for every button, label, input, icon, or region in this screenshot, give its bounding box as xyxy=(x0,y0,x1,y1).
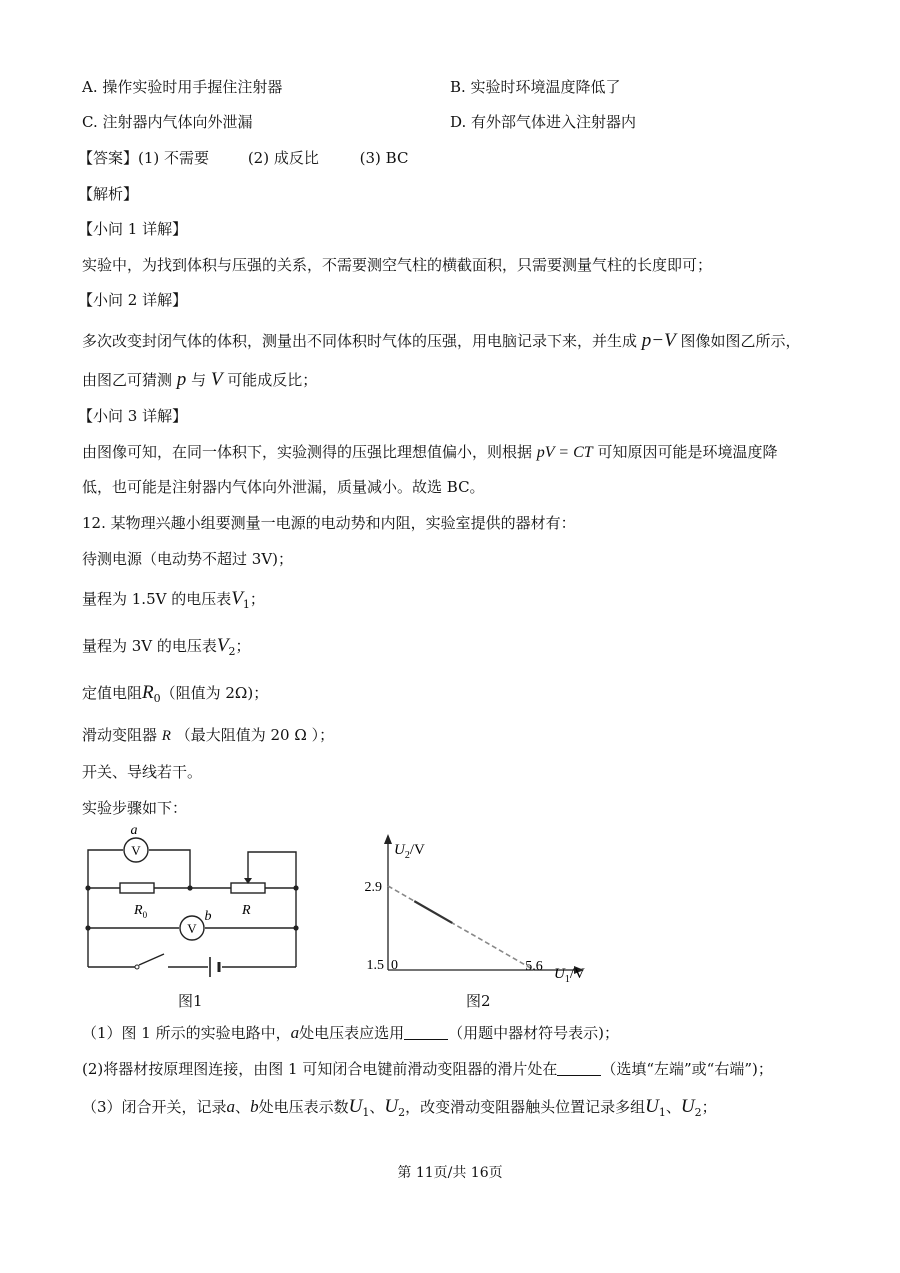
fig2-caption: 图2 xyxy=(466,992,491,1010)
r0-label: $R_0$ xyxy=(134,903,148,920)
label-a: a xyxy=(130,823,138,838)
subq3-sym-a: a xyxy=(226,1097,236,1116)
u1-symbol-2: U xyxy=(645,1096,659,1117)
x-axis-label: $U_1/V$ xyxy=(554,966,585,985)
q2-line2-c: 可能成反比； xyxy=(227,371,318,389)
q2-text-a: 多次改变封闭气体的体积，测量出不同体积时气体的压强，用电脑记录下来，并生成 xyxy=(82,332,638,350)
r0-sub: 0 xyxy=(153,692,161,705)
subq1-a: （1）图 1 所示的实验电路中， xyxy=(82,1024,291,1042)
steps-title: 实验步骤如下： xyxy=(82,799,188,817)
subq3-d: 、 xyxy=(369,1098,385,1116)
answer-blank-2[interactable] xyxy=(557,1060,601,1076)
q3-title: 【小问 3 详解】 xyxy=(78,407,188,425)
q2-title: 【小问 2 详解】 xyxy=(78,291,188,309)
answer-part2: (2) 成反比 xyxy=(247,149,319,167)
subq3-b: 、 xyxy=(235,1098,251,1116)
q3-text-line1 xyxy=(82,442,777,463)
answer-part1: 【答案】(1) 不需要 xyxy=(78,149,210,167)
subq-1 xyxy=(82,1023,619,1043)
q1-title: 【小问 1 详解】 xyxy=(78,220,188,238)
u2-symbol: U xyxy=(384,1096,399,1117)
option-c: C. 注射器内气体向外泄漏 xyxy=(82,113,253,131)
subq3-e: ，改变滑动变阻器触头位置记录多组 xyxy=(405,1098,646,1116)
v2-text: 量程为 3V 的电压表 xyxy=(82,637,217,655)
y-tick-top: 2.9 xyxy=(364,880,382,895)
subq1-b: 处电压表应选用 xyxy=(299,1024,405,1042)
voltmeter-a-label: V xyxy=(131,843,141,858)
subq-2 xyxy=(82,1059,773,1079)
q3-text-line2: 低，也可能是注射器内气体向外泄漏，质量减小。故选 BC。 xyxy=(82,478,485,496)
pv-symbol: p−V xyxy=(641,330,676,351)
r-symbol: R xyxy=(161,728,171,744)
p-symbol: p xyxy=(176,369,187,390)
subq3-a: （3）闭合开关，记录 xyxy=(82,1098,227,1116)
x-tick-end: 5.6 xyxy=(525,959,543,974)
v1-end: ； xyxy=(249,590,265,608)
option-d: D. 有外部气体进入注射器内 xyxy=(450,113,637,131)
problem-12-stem: 12. 某物理兴趣小组要测量一电源的电动势和内阻，实验室提供的器材有： xyxy=(82,514,576,532)
equipment-r0 xyxy=(82,683,268,709)
r0-text: 定值电阻 xyxy=(82,684,143,702)
r-text: 滑动变阻器 xyxy=(82,726,158,744)
q3-text-b: 可知原因可能是环境温度降 xyxy=(597,443,778,461)
fig1-caption: 图1 xyxy=(178,992,203,1010)
answer-blank-1[interactable] xyxy=(404,1024,448,1040)
resistor-r0 xyxy=(120,883,154,893)
data-segment xyxy=(414,901,452,923)
subq3-c: 处电压表示数 xyxy=(258,1098,349,1116)
analysis-title: 【解析】 xyxy=(78,185,139,203)
answer-line xyxy=(78,148,408,168)
q2-line2-a: 由图乙可猜测 xyxy=(82,371,173,389)
equipment-v1 xyxy=(82,589,265,615)
option-b: B. 实验时环境温度降低了 xyxy=(450,78,621,96)
answer-part3: (3) BC xyxy=(359,149,409,167)
v1-symbol: V xyxy=(231,588,243,609)
subq-3 xyxy=(82,1097,717,1123)
u1-sub: 1 xyxy=(362,1106,370,1119)
v-symbol: V xyxy=(210,369,223,390)
q2-text-line2 xyxy=(82,370,317,390)
u1-u2-graph xyxy=(350,830,600,990)
v2-end: ； xyxy=(235,637,251,655)
q3-text-a: 由图像可知，在同一体积下，实验测得的压强比理想值偏小，则根据 xyxy=(82,443,533,461)
r0-symbol: R xyxy=(142,682,154,703)
subq2-a: (2)将器材按原理图连接，由图 1 可知闭合电键前滑动变阻器的滑片处在 xyxy=(82,1060,558,1078)
r-value: （最大阻值为 20 Ω ）； xyxy=(175,726,335,744)
voltmeter-b-label: V xyxy=(187,921,197,936)
q1-text: 实验中，为找到体积与压强的关系，不需要测空气柱的横截面积，只需要测量气柱的长度即可； xyxy=(82,256,713,274)
equipment-source: 待测电源（电动势不超过 3V)； xyxy=(82,550,293,568)
v2-sub: 2 xyxy=(228,645,236,658)
subq1-c: （用题中器材符号表示)； xyxy=(448,1024,619,1042)
subq1-symbol: a xyxy=(290,1023,300,1042)
r0-value: （阻值为 2Ω)； xyxy=(160,684,269,702)
subq2-b: （选填“左端”或“右端”)； xyxy=(601,1060,773,1078)
equipment-r xyxy=(82,725,334,746)
u2-symbol-2: U xyxy=(680,1096,695,1117)
v2-symbol: V xyxy=(216,635,229,656)
origin-label: 0 xyxy=(391,958,398,973)
v1-sub: 1 xyxy=(242,598,250,611)
equipment-switch: 开关、导线若干。 xyxy=(82,763,203,781)
subq3-g: ； xyxy=(701,1098,717,1116)
pv-ct-formula: pV = CT xyxy=(536,444,593,461)
v1-text: 量程为 1.5V 的电压表 xyxy=(82,590,232,608)
u1-symbol: U xyxy=(348,1096,363,1117)
fit-line-dashed xyxy=(388,886,534,970)
r-label: R xyxy=(242,903,251,918)
circuit-diagram xyxy=(78,822,308,992)
option-a: A. 操作实验时用手握住注射器 xyxy=(82,78,283,96)
page-footer: 第 11页/共 16页 xyxy=(397,1165,503,1181)
equipment-v2 xyxy=(82,636,251,662)
y-axis-arrow xyxy=(384,834,392,844)
label-b: b xyxy=(204,909,212,924)
q2-text-line1 xyxy=(82,331,801,351)
q2-text-b: 图像如图乙所示， xyxy=(680,332,801,350)
u1-sub-2: 1 xyxy=(658,1106,666,1119)
rheostat-r xyxy=(231,883,265,893)
y-axis-label: $U_2/V$ xyxy=(394,842,425,861)
switch-pivot xyxy=(135,965,139,969)
y-tick-bottom: 1.5 xyxy=(366,958,384,973)
subq3-sym-b: b xyxy=(250,1097,259,1116)
q2-line2-b: 与 xyxy=(191,371,207,389)
u2-sub-2: 2 xyxy=(694,1106,702,1119)
u2-sub: 2 xyxy=(398,1106,406,1119)
subq3-f: 、 xyxy=(665,1098,681,1116)
